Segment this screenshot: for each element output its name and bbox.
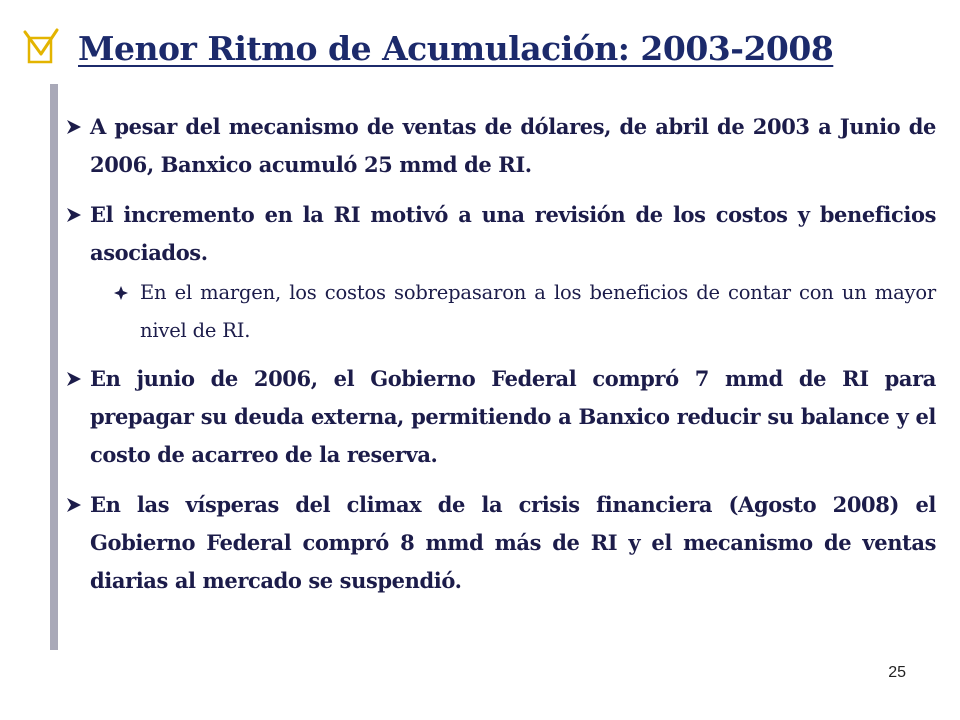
sub-bullet-text: En el margen, los costos sobrepasaron a los beneficios de contar con un mayor nivel de RI. bbox=[140, 281, 936, 342]
sub-bullet-item bbox=[114, 274, 936, 350]
bullet-text: El incremento en la RI motivó a una revisión de los costos y beneficios asociados. bbox=[90, 202, 936, 265]
arrow-bullet-icon bbox=[66, 119, 82, 135]
arrow-bullet-icon bbox=[66, 497, 82, 513]
slide-title: Menor Ritmo de Acumulación: 2003-2008 bbox=[78, 28, 834, 68]
side-bar-divider bbox=[50, 84, 58, 650]
bullet-item bbox=[66, 360, 936, 474]
bullet-text: En las vísperas del climax de la crisis financiera (Agosto 2008) el Gobierno Federal compró 8 mmd más de RI y el mecanismo de ventas diarias al mercado se suspendió. bbox=[90, 492, 936, 593]
slide-content bbox=[66, 108, 936, 612]
page-number: 25 bbox=[888, 664, 906, 681]
title-row bbox=[18, 22, 940, 74]
arrow-bullet-icon bbox=[66, 371, 82, 387]
checkbox-icon bbox=[18, 26, 64, 70]
arrow-bullet-icon bbox=[66, 207, 82, 223]
bullet-text: A pesar del mecanismo de ventas de dólares, de abril de 2003 a Junio de 2006, Banxico acumuló 25 mmd de RI. bbox=[90, 114, 936, 177]
bullet-item bbox=[66, 108, 936, 184]
bullet-text: En junio de 2006, el Gobierno Federal compró 7 mmd de RI para prepagar su deuda externa, permitiendo a Banxico reducir su balance y el costo de acarreo de la reserva. bbox=[90, 366, 936, 467]
bullet-item bbox=[66, 486, 936, 600]
diamond-bullet-icon bbox=[114, 286, 128, 300]
bullet-item bbox=[66, 196, 936, 272]
